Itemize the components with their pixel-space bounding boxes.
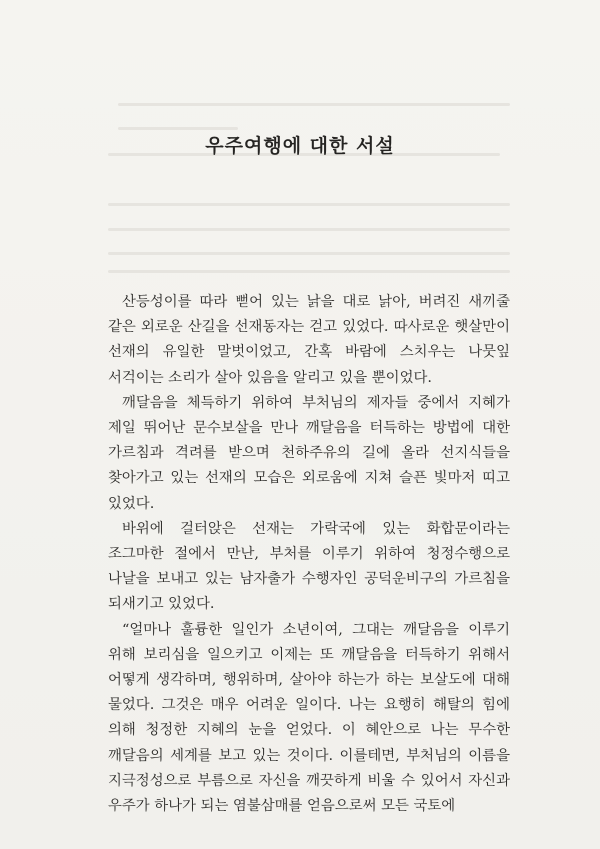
bleed-through-line	[118, 103, 510, 106]
bleed-through-line	[118, 127, 238, 130]
paragraph-2: 깨달음을 체득하기 위하여 부처님의 제자들 중에서 지혜가 제일 뛰어난 문수보살을 만나 깨달음을 터득하는 방법에 대한 가르침과 격려를 받으며 천하주유의 길에 올라 선지식들을 찾아가고 있는 선재의 모습은 외로움에 지쳐 슬픈 빛마저 띠고 있었다.	[108, 394, 510, 512]
bleed-through-line	[108, 252, 510, 255]
chapter-body	[108, 290, 510, 819]
bleed-through-line	[108, 203, 510, 206]
bleed-through-line	[108, 270, 510, 273]
bleed-through-line	[108, 228, 510, 231]
paragraph-1: 산등성이를 따라 뻗어 있는 낡을 대로 낡아, 버려진 새끼줄 같은 외로운 산길을 선재동자는 걷고 있었다. 따사로운 햇살만이 선재의 유일한 말벗이었고, 간혹 바람에 스치우는 나뭇잎 서걱이는 소리가 살아 있음을 알리고 있을 뿐이었다.	[108, 294, 510, 386]
chapter-title: 우주여행에 대한 서설	[205, 134, 395, 157]
paragraph-3: 바위에 걸터앉은 선재는 가락국에 있는 화합문이라는 조그마한 절에서 만난, 부처를 이루기 위하여 청정수행으로 나날을 보내고 있는 남자출가 수행자인 공덕운비구의 가르침을 되새기고 있었다.	[108, 520, 510, 613]
paragraph-4: “얼마나 훌륭한 일인가 소년이여, 그대는 깨달음을 이루기 위해 보리심을 일으키고 이제는 또 깨달음을 터득하기 위해서 어떻게 생각하며, 행위하며, 살아야 하는가 하는 보살도에 대해 물었다. 그것은 매우 어려운 일이다. 나는 요행히 해탈의 힘에 의해 청정한 지혜의 눈을 얻었다. 이 혜안으로 나는 무수한 깨달음의 세계를 보고 있는 것이다. 이를테면, 부처님의 이름을 지극정성으로 부름으로 자신을 깨끗하게 비울 수 있어서 자신과 우주가 하나가 되는 염불삼매를 얻음으로써 모든 국토에	[108, 621, 510, 815]
